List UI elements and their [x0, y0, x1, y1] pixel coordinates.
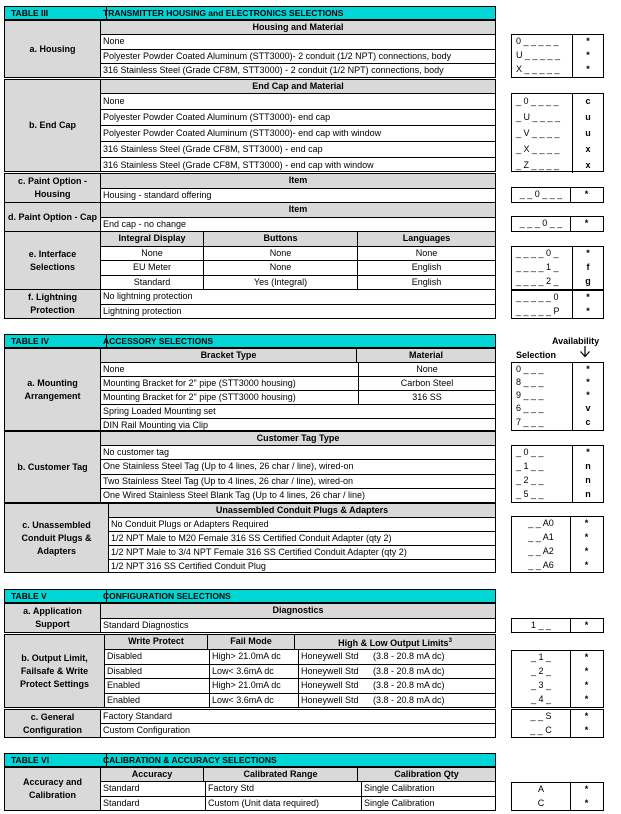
interface-label: e. Interface Selections [5, 232, 101, 289]
selection-code: 6 _ _ _ [512, 402, 573, 416]
cell: English [357, 276, 495, 290]
interface-selection [511, 246, 604, 290]
mounting-group [4, 348, 496, 431]
lightning-selection [511, 290, 604, 319]
housing-option: None [103, 36, 125, 47]
cell: Mounting Bracket for 2" pipe (STT3000 housing) [103, 392, 296, 402]
availability-mark: g [585, 276, 591, 286]
paint-housing-group [4, 173, 496, 203]
cell: None [203, 261, 357, 275]
general-config-group [4, 709, 496, 738]
availability-mark: x [585, 160, 591, 170]
endcap-option: 316 Stainless Steel (Grade CF8M, STT3000) - end cap with window [103, 160, 374, 170]
cell: Carbon Steel [358, 377, 495, 390]
availability-mark: * [586, 248, 590, 258]
availability-mark: * [584, 546, 589, 556]
output-limit-label: b. Output Limit, Failsafe & Write Protect Settings [5, 635, 105, 707]
col-header: Accuracy [131, 769, 173, 779]
availability-mark: n [585, 475, 591, 485]
selection-code: _ 1 _ _ [512, 460, 573, 474]
output-limit-group [4, 634, 496, 708]
col-header: Fail Mode [207, 635, 294, 649]
availability-mark: * [586, 364, 590, 374]
cell: Standard [103, 797, 140, 808]
conduit-plugs-label: c. Unassembled Conduit Plugs & Adapters [5, 504, 109, 572]
cell: (3.8 - 20.8 mA dc) [373, 680, 445, 690]
application-header: Diagnostics [272, 605, 324, 615]
cell: None [358, 363, 495, 376]
cell: High> 21.0mA dc [209, 679, 298, 693]
cell: (3.8 - 20.8 mA dc) [373, 665, 445, 676]
housing-option: 316 Stainless Steel (Grade CF8M, STT3000) - 2 conduit (1/2 NPT) connections, body [103, 64, 444, 75]
cell: None [357, 247, 495, 261]
selection-code: 0 _ _ _ _ _ [512, 35, 573, 49]
availability-mark: u [585, 112, 591, 122]
paint-housing-option: Housing - standard offering [103, 189, 212, 200]
col-header: Buttons [203, 232, 357, 246]
table-vi-title: CALIBRATION & ACCURACY SELECTIONS [103, 755, 277, 765]
housing-selection [511, 34, 604, 78]
application-group [4, 603, 496, 633]
selection-code: _ _ 0 _ _ _ [512, 188, 571, 202]
paint-housing-label: c. Paint Option - Housing [5, 174, 101, 202]
selection-code: 9 _ _ _ [512, 389, 573, 402]
conduit-plugs-option: 1/2 NPT Male to 3/4 NPT Female 316 SS Certified Conduit Adapter (qty 2) [111, 547, 407, 557]
availability-mark: * [586, 292, 590, 302]
cell: Custom (Unit data required) [205, 797, 361, 810]
selection-code: 0 _ _ _ [512, 363, 573, 376]
customer-tag-selection [511, 445, 604, 503]
table-iv-title: ACCESSORY SELECTIONS [103, 336, 214, 346]
selection-code: 8 _ _ _ [512, 376, 573, 389]
table-iv-header [4, 334, 496, 348]
calibration-label: Accuracy and Calibration [5, 768, 101, 810]
cell: None [103, 364, 125, 374]
cell: Standard [133, 276, 171, 287]
selection-code: _ _ _ _ _ 0 [512, 291, 573, 305]
lightning-group [4, 289, 496, 319]
cell: English [357, 261, 495, 275]
interface-group [4, 231, 496, 290]
selection-code: _ _ _ 0 _ _ [512, 217, 571, 231]
cell: Low< 3.6mA dc [209, 665, 298, 679]
customer-tag-option: One Stainless Steel Tag (Up to 4 lines, 26 char / line), wired-on [103, 461, 354, 472]
cell: Spring Loaded Mounting set [103, 406, 216, 416]
mounting-selection [511, 362, 604, 431]
selection-code: _ 2 _ _ [512, 474, 573, 488]
selection-code: _ _ A1 [512, 531, 571, 545]
table-vi-tag: TABLE VI [5, 754, 107, 766]
availability-mark: n [585, 489, 591, 499]
endcap-option: None [103, 96, 125, 106]
availability-mark: * [584, 694, 589, 704]
output-limit-selection [511, 650, 604, 708]
endcap-label: b. End Cap [5, 80, 101, 171]
selection-code: _ _ _ _ 0 _ [512, 247, 573, 261]
table-vi-header [4, 753, 496, 767]
table-v-header [4, 589, 496, 603]
paint-cap-label: d. Paint Option - Cap [5, 203, 101, 231]
selection-code: _ Z _ _ _ _ [512, 158, 573, 173]
customer-tag-option: No customer tag [103, 447, 170, 458]
selection-code: 7 _ _ _ [512, 416, 573, 430]
availability-mark: * [584, 784, 589, 794]
availability-mark: * [584, 189, 589, 199]
cell: Enabled [107, 680, 141, 690]
housing-option: Polyester Powder Coated Aluminum (STT3000)- 2 conduit (1/2 NPT) connections, body [103, 50, 452, 61]
availability-mark: v [585, 403, 591, 413]
availability-mark: * [584, 652, 589, 662]
paint-cap-selection [511, 216, 604, 232]
table-v-title: CONFIGURATION SELECTIONS [103, 591, 231, 601]
selection-code: _ _ A2 [512, 545, 571, 559]
endcap-selection [511, 93, 604, 172]
table-iii-tag: TABLE III [5, 7, 107, 19]
conduit-plugs-selection [511, 516, 604, 573]
availability-mark: * [584, 532, 589, 542]
paint-cap-header: Item [288, 204, 308, 214]
cell: High> 21.0mA dc [209, 650, 298, 664]
conduit-plugs-option: 1/2 NPT Male to M20 Female 316 SS Certified Conduit Adapter (qty 2) [111, 533, 392, 543]
mounting-label: a. Mounting Arrangement [5, 349, 101, 430]
table-iii-title: TRANSMITTER HOUSING and ELECTRONICS SELECTIONS [103, 8, 344, 18]
selection-code: _ 0 _ _ [512, 446, 573, 460]
cell: Honeywell Std [298, 679, 371, 693]
calibration-group [4, 767, 496, 811]
cell: Yes (Integral) [203, 276, 357, 290]
cell: Single Calibration [361, 797, 495, 810]
cell: EU Meter [132, 262, 171, 272]
col-header: Calibration Qty [357, 768, 495, 781]
availability-mark: * [586, 36, 590, 46]
availability-mark: * [586, 447, 590, 457]
selection-code: _ 3 _ [512, 679, 571, 693]
availability-mark: * [584, 560, 589, 570]
selection-code: 1 _ _ [512, 619, 571, 633]
col-header: Calibrated Range [203, 768, 357, 781]
table-v-tag: TABLE V [5, 590, 107, 602]
availability-mark: * [584, 518, 589, 528]
selection-code: _ V _ _ _ _ [512, 126, 573, 142]
cell: None [203, 247, 357, 261]
calibration-selection [511, 782, 604, 811]
cell: Low< 3.6mA dc [209, 694, 298, 708]
application-option: Standard Diagnostics [103, 619, 189, 630]
availability-mark: u [585, 128, 591, 138]
conduit-plugs-option: No Conduit Plugs or Adapters Required [111, 519, 269, 529]
endcap-option: Polyester Powder Coated Aluminum (STT3000)- end cap [103, 112, 331, 122]
selection-code: _ 1 _ [512, 651, 571, 665]
availability-mark: * [584, 711, 589, 721]
cell: Disabled [107, 651, 143, 661]
arrow-down-icon [579, 346, 591, 358]
cell: Standard [103, 783, 140, 794]
col-header: Write Protect [128, 636, 184, 646]
selection-code: _ _ _ _ 2 _ [512, 275, 573, 289]
availability-mark: x [585, 144, 591, 154]
availability-mark: * [584, 798, 589, 808]
availability-mark: * [586, 50, 590, 60]
customer-tag-option: Two Stainless Steel Tag (Up to 4 lines, 26 char / line), wired-on [103, 475, 353, 486]
housing-group [4, 20, 496, 78]
conduit-plugs-group [4, 503, 496, 573]
availability-mark: n [585, 461, 591, 471]
col-header: Integral Display [118, 233, 186, 243]
general-config-selection [511, 709, 604, 738]
col-header: Languages [357, 232, 495, 246]
selection-code: _ 2 _ [512, 665, 571, 679]
cell: DIN Rail Mounting via Clip [103, 420, 209, 430]
customer-tag-label: b. Customer Tag [5, 432, 101, 502]
customer-tag-option: One Wired Stainless Steel Blank Tag (Up to 4 lines, 26 char / line) [103, 489, 365, 500]
availability-mark: c [585, 96, 591, 106]
selection-code: _ _ C [512, 724, 571, 738]
availability-mark: * [586, 390, 590, 400]
selection-code: C [512, 797, 571, 811]
footnote-mark: 3 [448, 638, 452, 644]
availability-mark: * [584, 620, 589, 630]
availability-mark: * [584, 218, 589, 228]
table-iv-tag: TABLE IV [5, 335, 107, 347]
cell: Disabled [107, 665, 143, 676]
table-iii-header [4, 6, 496, 20]
conduit-plugs-header: Unassembled Conduit Plugs & Adapters [215, 505, 389, 515]
availability-mark: * [586, 306, 590, 316]
availability-mark: * [584, 680, 589, 690]
general-config-option: Custom Configuration [103, 725, 191, 735]
general-config-label: c. General Configuration [5, 710, 101, 737]
selection-code: _ _ A6 [512, 559, 571, 573]
availability-mark: f [586, 262, 590, 272]
endcap-option: 316 Stainless Steel (Grade CF8M, STT3000) - end cap [103, 144, 323, 154]
selection-code: _ 4 _ [512, 693, 571, 707]
endcap-group [4, 79, 496, 172]
paint-cap-group [4, 202, 496, 232]
cell: None [141, 247, 163, 258]
paint-housing-header: Item [288, 175, 308, 185]
conduit-plugs-option: 1/2 NPT 316 SS Certified Conduit Plug [111, 561, 266, 571]
selection-code: U _ _ _ _ _ [512, 49, 573, 63]
selection-heading: Selection [516, 350, 557, 360]
cell: 316 SS [358, 391, 495, 404]
availability-heading: Availability [552, 336, 600, 346]
selection-code: _ _ _ _ _ P [512, 305, 573, 319]
col-header: Bracket Type [200, 350, 257, 360]
cell: (3.8 - 20.8 mA dc) [373, 694, 445, 705]
general-config-option: Factory Standard [103, 711, 173, 721]
housing-header: Housing and Material [252, 22, 344, 32]
lightning-option: No lightning protection [103, 291, 193, 301]
col-header: Material [356, 349, 495, 362]
selection-code: _ _ _ _ 1 _ [512, 261, 573, 275]
lightning-label: f. Lightning Protection [5, 290, 101, 318]
cell: Factory Std [205, 782, 361, 795]
cell: Mounting Bracket for 2" pipe (STT3000 housing) [103, 378, 296, 388]
availability-mark: * [584, 666, 589, 676]
selection-code: _ 0 _ _ _ _ [512, 94, 573, 110]
paint-cap-option: End cap - no change [103, 218, 187, 229]
selection-code: A [512, 783, 571, 797]
availability-mark: c [585, 417, 591, 427]
cell: (3.8 - 20.8 mA dc) [373, 651, 445, 661]
housing-label: a. Housing [5, 21, 101, 77]
selection-code: _ 5 _ _ [512, 488, 573, 502]
lightning-option: Lightning protection [103, 305, 182, 316]
availability-mark: * [586, 377, 590, 387]
cell: Single Calibration [361, 782, 495, 795]
cell: Honeywell Std [298, 694, 371, 708]
application-selection [511, 618, 604, 633]
cell: Honeywell Std [298, 650, 371, 664]
cell: Enabled [107, 694, 141, 705]
selection-code: X _ _ _ _ _ [512, 63, 573, 77]
paint-housing-selection [511, 187, 604, 203]
selection-code: _ _ A0 [512, 517, 571, 531]
selection-code: _ _ S [512, 710, 571, 724]
endcap-header: End Cap and Material [252, 81, 344, 91]
availability-mark: * [584, 725, 589, 735]
selection-code: _ X _ _ _ _ [512, 142, 573, 158]
customer-tag-group [4, 431, 496, 503]
cell: Honeywell Std [298, 665, 371, 679]
col-header: High & Low Output Limits [338, 638, 449, 648]
customer-tag-header: Customer Tag Type [256, 433, 340, 443]
application-label: a. Application Support [5, 604, 101, 632]
endcap-option: Polyester Powder Coated Aluminum (STT3000)- end cap with window [103, 128, 382, 138]
selection-code: _ U _ _ _ _ [512, 110, 573, 126]
availability-mark: * [586, 64, 590, 74]
